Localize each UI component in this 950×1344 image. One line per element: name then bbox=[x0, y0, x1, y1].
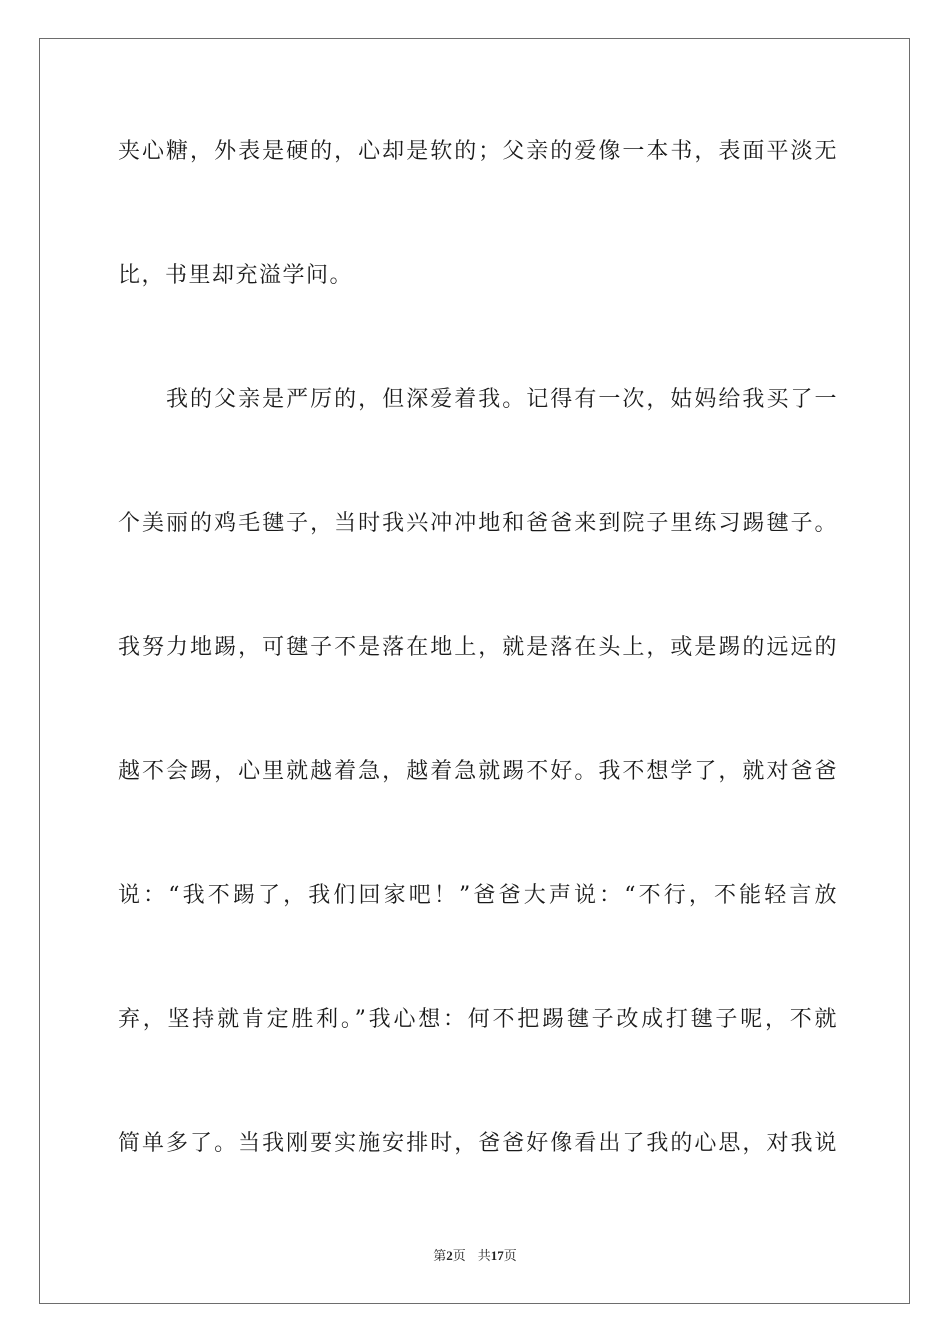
page-prefix: 第 bbox=[433, 1248, 447, 1263]
total-prefix: 共 bbox=[477, 1248, 491, 1263]
total-suffix: 页 bbox=[503, 1248, 517, 1263]
text-line-3: 我的父亲是严厉的，但深爱着我。记得有一次，姑妈给我买了一 bbox=[118, 387, 838, 412]
text-line-1: 夹心糖，外表是硬的，心却是软的；父亲的爱像一本书，表面平淡无 bbox=[118, 139, 838, 164]
page-number: 2 bbox=[446, 1248, 453, 1263]
text-line-6: 越不会踢，心里就越着急，越着急就踢不好。我不想学了，就对爸爸 bbox=[118, 759, 838, 784]
page-footer bbox=[0, 1247, 950, 1265]
page-border bbox=[39, 38, 910, 1304]
text-line-8: 弃，坚持就肯定胜利。”我心想：何不把踢毽子改成打毽子呢，不就 bbox=[118, 1007, 838, 1032]
text-line-9: 简单多了。当我刚要实施安排时，爸爸好像看出了我的心思，对我说 bbox=[118, 1131, 838, 1156]
text-line-2: 比，书里却充溢学问。 bbox=[118, 263, 354, 288]
text-line-5: 我努力地踢，可毽子不是落在地上，就是落在头上，或是踢的远远的 bbox=[118, 635, 838, 660]
page-suffix: 页 bbox=[452, 1248, 466, 1263]
total-pages: 17 bbox=[490, 1248, 504, 1263]
text-line-4: 个美丽的鸡毛毽子，当时我兴冲冲地和爸爸来到院子里练习踢毽子。 bbox=[118, 511, 838, 536]
text-line-7: 说：“我不踢了，我们回家吧！”爸爸大声说：“不行，不能轻言放 bbox=[118, 883, 838, 908]
